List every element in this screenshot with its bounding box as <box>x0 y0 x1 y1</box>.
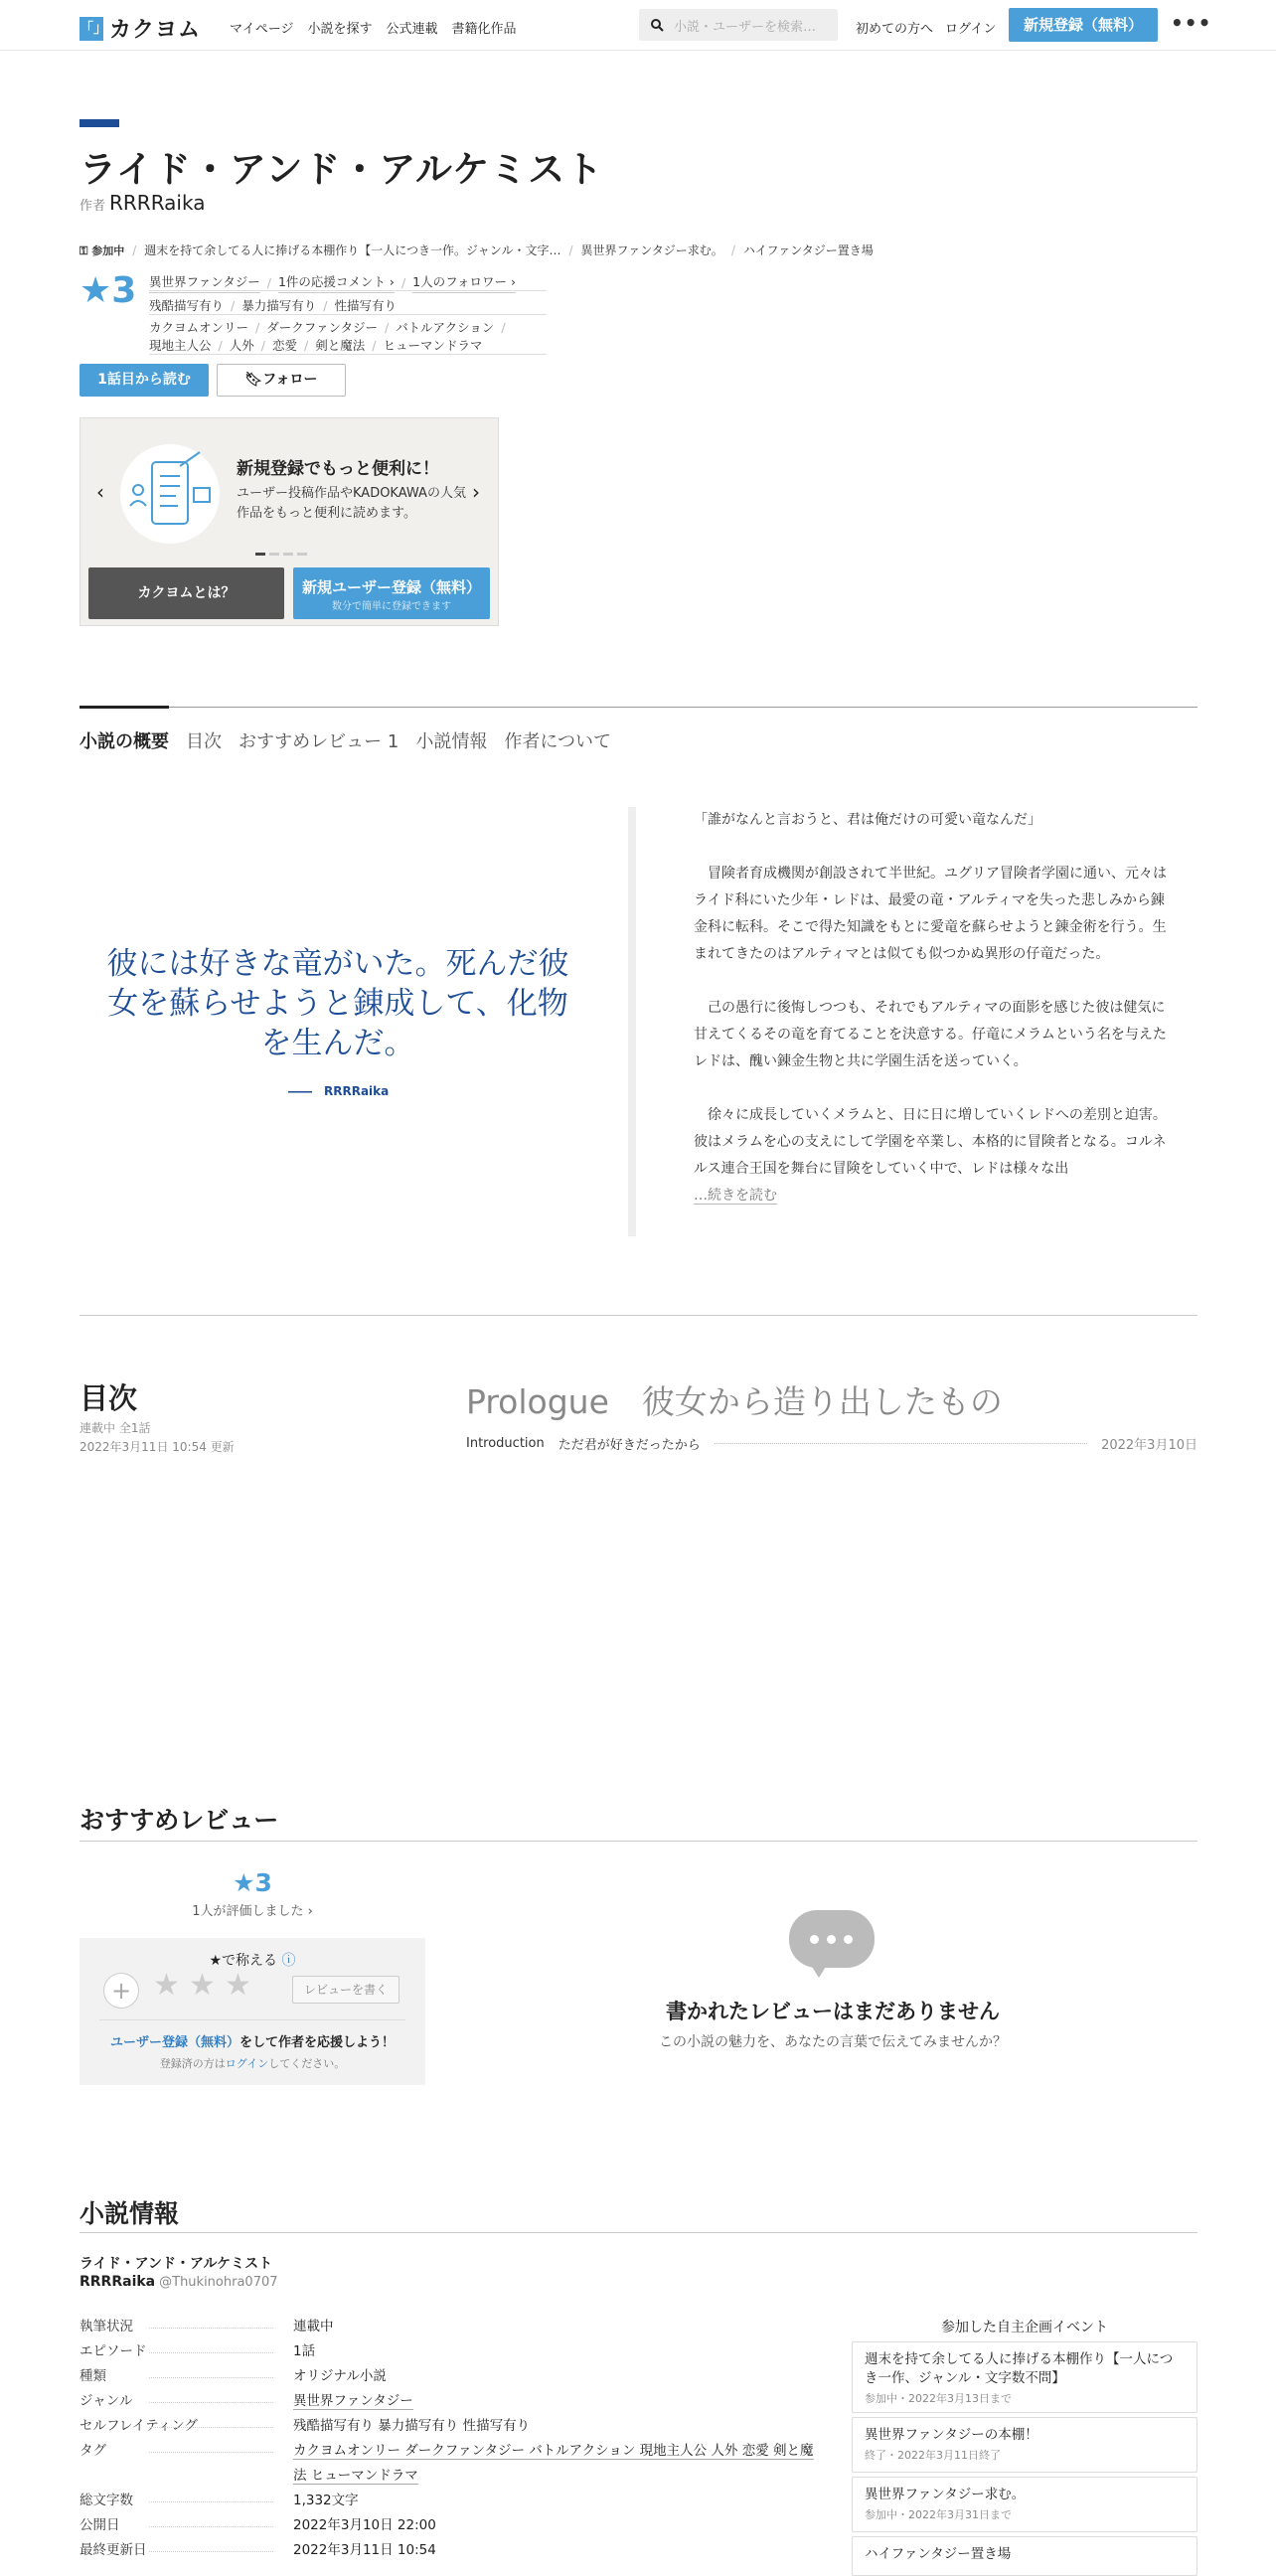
info-author <box>80 2274 278 2290</box>
tag-link[interactable]: 人外 <box>229 338 254 353</box>
promo-text: ユーザー投稿作品やKADOKAWAの人気作品をもっと便利に読めます。 <box>237 486 466 521</box>
logo-text: カクヨム <box>109 18 202 43</box>
login-cta-link[interactable]: ログイン <box>225 2057 269 2070</box>
star-icon[interactable]: ★ <box>189 1968 216 2003</box>
chevron-left-icon[interactable]: ‹ <box>96 480 104 504</box>
author-link[interactable]: RRRRaika <box>109 191 206 215</box>
intro-paragraph: 冒険者育成機関が創設されて半世紀。ユグリア冒険者学園に通い、元々はライド科にいた少年・レドは、最愛の竜・アルティマを失った悲しみから錬金科に転科。そこで得た知識をもとに愛竜を蘇らせようと錬金術を行う。生まれてきたのはアルティマとは似ても似つかぬ異形の仔竜だった。 <box>694 866 1167 962</box>
star-icon[interactable]: ★ <box>225 1968 251 2003</box>
rating-item: 暴力描写有り <box>241 298 317 313</box>
star-icon[interactable]: ★ <box>153 1968 180 2003</box>
section-divider <box>80 1841 1197 1842</box>
more-menu-icon[interactable]: ••• <box>1171 11 1212 35</box>
info-row: 公開日 2022年3月10日 22:00 <box>80 2513 815 2538</box>
intro-paragraph: 「誰がなんと言おうと、君は俺だけの可愛い竜なんだ」 <box>694 812 1041 828</box>
event-card[interactable]: ハイファンタジー置き場 <box>852 2536 1197 2576</box>
logo-mark: 「」 <box>80 17 103 41</box>
site-header <box>0 0 1276 51</box>
rating-item: 残酷描写有り <box>149 298 225 313</box>
tag-link[interactable]: ヒューマンドラマ <box>383 338 483 353</box>
tag-row-1: カクヨムオンリー / ダークファンタジー / バトルアクション / <box>149 319 506 335</box>
review-count-link[interactable]: 1人が評価しました › <box>192 1904 313 1919</box>
speech-bubble-icon <box>789 1910 875 1968</box>
nav-official[interactable]: 公式連載 <box>386 22 438 37</box>
divider <box>149 290 547 291</box>
register-cta-link[interactable]: ユーザー登録（無料） <box>109 2035 239 2050</box>
toc-updated: 2022年3月11日 10:54 更新 <box>80 1440 235 1454</box>
work-tabs-rule <box>80 707 1197 708</box>
nav-find-novels[interactable]: 小説を探す <box>307 22 373 37</box>
info-genre-link[interactable]: 異世界ファンタジー <box>293 2393 413 2409</box>
add-star-button[interactable]: + <box>103 1973 139 2009</box>
promo-register-button[interactable]: 新規ユーザー登録（無料） 数分で簡単に登録できます <box>293 567 490 619</box>
catchphrase: 彼には好きな竜がいた。死んだ彼女を蘇らせようと錬成して、化物を生んだ。 <box>106 946 569 1061</box>
login-cta: 登録済の方はログインしてください。 <box>159 2057 346 2070</box>
divider <box>149 314 547 315</box>
site-logo[interactable] <box>80 13 201 44</box>
episode-row[interactable] <box>466 1434 1197 1453</box>
info-row: セルフレイティング 残酷描写有り 暴力描写有り 性描写有り <box>80 2414 815 2439</box>
tag-row-2: 現地主人公 / 人外 / 恋愛 / 剣と魔法 / ヒューマンドラマ <box>149 337 483 353</box>
register-cta: ユーザー登録（無料）をして作者を応援しよう！ <box>109 2035 396 2050</box>
event-card[interactable]: 異世界ファンタジーの本棚！ 終了・2022年3月11日終了 <box>852 2417 1197 2473</box>
joined-label: ⚿ 参加中 <box>80 243 125 257</box>
event-card[interactable]: 異世界ファンタジー求む。 参加中・2022年3月31日まで <box>852 2477 1197 2532</box>
chapter-title: Prologue 彼女から造り出したもの <box>466 1382 1003 1421</box>
intro-rule <box>628 807 636 1236</box>
joined-event-1[interactable]: 週末を持て余してる人に捧げる本棚作り【一人につき一作。ジャンル・文字… <box>144 243 561 257</box>
info-author-link[interactable]: RRRRaika <box>80 2274 156 2290</box>
intro-paragraph: 己の愚行に後悔しつつも、それでもアルティマの面影を感じた彼は健気に甘えてくるその竜を育てることを決意する。仔竜にメラムという名を与えたレドは、醜い錬金生物と共に学園生活を送っていく。 <box>694 1000 1167 1069</box>
main-nav <box>230 18 517 37</box>
info-row: エピソード 1話 <box>80 2339 815 2364</box>
tag-link[interactable]: 現地主人公 <box>149 338 212 353</box>
tab-toc[interactable]: 目次 <box>186 731 222 752</box>
nav-mypage[interactable]: マイページ <box>230 22 294 37</box>
first-time-link[interactable]: 初めての方へ <box>856 22 934 37</box>
intro-paragraph: 徐々に成長していくメラムと、日に日に増していくレドへの差別と迫害。彼はメラムを心の支えにして学園を卒業し、本格的に冒険者となる。コルネルス連合王国を舞台に冒険をしていく中で、レドは様々な出 <box>694 1107 1167 1177</box>
read-first-episode-button[interactable]: 1話目から読む <box>80 364 209 397</box>
toc-status: 連載中 全1話 <box>80 1421 151 1435</box>
login-link[interactable]: ログイン <box>945 22 997 37</box>
catchphrase-author: ―― RRRRaika <box>288 1084 390 1098</box>
work-meta-row: 異世界ファンタジー / 1件の応援コメント › / 1人のフォロワー › <box>149 272 516 293</box>
author-label: 作者 <box>80 199 106 214</box>
read-more-link[interactable]: …続きを読む <box>694 1188 777 1204</box>
tab-info[interactable]: 小説情報 <box>415 731 488 752</box>
joined-event-2[interactable]: 異世界ファンタジー求む。 <box>580 243 723 257</box>
events-heading: 参加した自主企画イベント <box>941 2320 1108 2335</box>
search-placeholder: 小説・ユーザーを検索… <box>674 19 817 35</box>
rating-row: 残酷描写有り / 暴力描写有り / 性描写有り <box>149 297 397 313</box>
genre-link[interactable]: 異世界ファンタジー <box>149 272 260 293</box>
bookmark-plus-icon: 🔖︎ <box>244 372 263 388</box>
no-reviews-title: 書かれたレビューはまだありません <box>666 2000 1000 2023</box>
episode-label: Introduction <box>466 1436 545 1451</box>
about-kakuyomu-button[interactable]: カクヨムとは？ <box>88 567 284 619</box>
section-divider <box>80 2232 1197 2233</box>
tag-link[interactable]: 恋愛 <box>271 338 297 353</box>
tab-overview[interactable]: 小説の概要 <box>80 731 169 752</box>
info-author-id: @Thukinohra0707 <box>159 2275 278 2290</box>
info-row: 執筆状況 連載中 <box>80 2315 815 2339</box>
info-heading: 小説情報 <box>80 2199 180 2228</box>
search-icon <box>651 19 664 32</box>
tag-link[interactable]: 剣と魔法 <box>315 338 366 353</box>
tag-link[interactable]: バトルアクション <box>396 320 495 335</box>
praise-box <box>80 1938 425 2085</box>
write-review-button[interactable]: レビューを書く <box>292 1976 399 2004</box>
reviews-heading: おすすめレビュー <box>80 1806 279 1835</box>
no-reviews-text: この小説の魅力を、あなたの言葉で伝えてみませんか？ <box>659 2034 1007 2050</box>
info-row: 最終更新日 2022年3月11日 10:54 <box>80 2538 815 2563</box>
section-divider <box>80 1315 1197 1316</box>
event-card[interactable]: 週末を持て余してる人に捧げる本棚作り【一人につき一作、ジャンル・文字数不問】 参加中・2022年3月13日まで <box>852 2341 1197 2413</box>
tab-reviews[interactable]: おすすめレビュー 1 <box>239 731 399 752</box>
toc-heading: 目次 <box>80 1381 138 1415</box>
work-title: ライド・アンド・アルケミスト <box>80 148 604 191</box>
chevron-right-icon[interactable]: › <box>472 480 480 504</box>
search-input[interactable] <box>639 9 838 41</box>
episode-title: ただ君が好きだったから <box>558 1438 701 1453</box>
joined-event-3[interactable]: ハイファンタジー置き場 <box>742 243 874 257</box>
work-tabs <box>80 727 611 753</box>
info-row: タグ カクヨムオンリー ダークファンタジー バトルアクション 現地主人公 人外 恋愛 剣と魔法 ヒューマンドラマ <box>80 2439 815 2489</box>
promo-title: 新規登録でもっと便利に！ <box>237 459 439 479</box>
phone-illustration-icon <box>120 444 220 544</box>
info-row: ジャンル 異世界ファンタジー <box>80 2389 815 2414</box>
info-title: ライド・アンド・アルケミスト <box>80 2256 273 2272</box>
signup-promo <box>80 417 499 626</box>
help-icon[interactable]: ⓘ <box>281 1953 296 1969</box>
followers-link[interactable]: 1人のフォロワー › <box>412 272 516 293</box>
info-row: 総文字数 1,332文字 <box>80 2489 815 2513</box>
praise-label: ★で称える ⓘ <box>209 1953 296 1969</box>
work-author <box>80 191 205 215</box>
star-count: ★3 <box>80 270 137 311</box>
register-button[interactable]: 新規登録（無料） <box>1009 8 1158 42</box>
tag-link[interactable]: ダークファンタジー <box>266 320 378 335</box>
promo-illustration <box>120 444 220 544</box>
carousel-dots <box>255 553 307 556</box>
nav-published[interactable]: 書籍化作品 <box>451 22 517 37</box>
introduction <box>694 807 1173 1209</box>
info-tags-link[interactable]: カクヨムオンリー ダークファンタジー バトルアクション 現地主人公 人外 恋愛 剣と魔法 ヒューマンドラマ <box>293 2443 814 2484</box>
follow-button[interactable]: 🔖︎フォロー <box>217 364 346 397</box>
title-accent-bar <box>80 119 119 127</box>
review-star-count: ★3 <box>233 1868 272 1897</box>
rating-item: 性描写有り <box>334 298 397 313</box>
episode-date: 2022年3月10日 <box>1101 1438 1197 1453</box>
tab-author[interactable]: 作者について <box>504 731 611 752</box>
comments-link[interactable]: 1件の応援コメント › <box>278 272 395 293</box>
divider <box>149 354 547 355</box>
tag-link[interactable]: カクヨムオンリー <box>149 320 249 335</box>
joined-events: ⚿ 参加中 / 週末を持て余してる人に捧げる本棚作り【一人につき一作。ジャンル・文字… / 異世界ファンタジー求む。 / ハイファンタジー置き場 <box>80 242 874 257</box>
info-row: 種類 オリジナル小説 <box>80 2364 815 2389</box>
